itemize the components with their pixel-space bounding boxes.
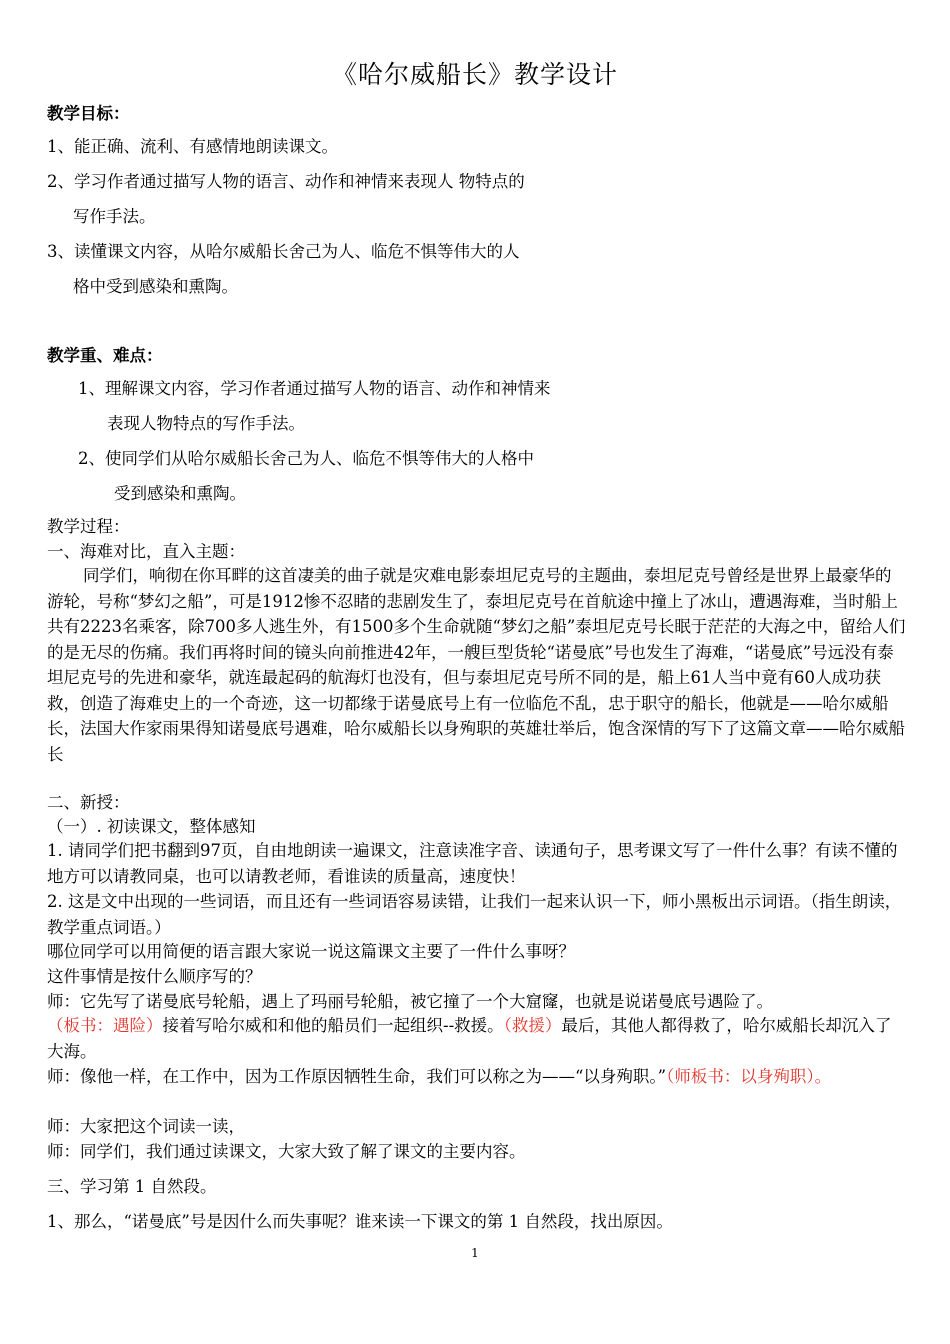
section-2-heading: 二、新授：: [47, 793, 130, 812]
document-title: 《哈尔威船长》教学设计: [331, 60, 618, 89]
board-note-sacrifice: （师板书：以身殉职）。: [666, 1067, 832, 1086]
key-points-heading: 教学重、难点：: [47, 346, 163, 365]
teacher-line-2-end: 最后，其他人都得救了，哈尔威船长却沉入了大海。: [47, 1016, 892, 1061]
key-point-item-2-cont: 受到感染和熏陶。: [114, 484, 246, 503]
process-heading: 教学过程：: [47, 517, 130, 536]
section-3-question: 1、那么，“诺曼底”号是因什么而失事呢？谁来读一下课文的第 1 自然段，找出原因。: [47, 1212, 673, 1231]
question-2: 这件事情是按什么顺序写的？: [47, 967, 262, 986]
objective-item-3: 3、读懂课文内容，从哈尔威船长舍己为人、临危不惧等伟大的人: [47, 242, 520, 261]
board-note-danger: （板书：遇险）: [47, 1016, 163, 1035]
task-paragraph-2: 2. 这是文中出现的一些词语，而且还有一些词语容易读错，让我们一起来认识一下，师小黑板出示词语。（指生朗读，教学重点词语。）: [47, 892, 902, 937]
key-point-item-2: 2、使同学们从哈尔威船长舍己为人、临危不惧等伟大的人格中: [78, 449, 534, 468]
objectives-heading: 教学目标：: [47, 104, 130, 123]
teacher-line-4: 师：大家把这个词读一读，: [47, 1117, 245, 1136]
teacher-line-5: 师：同学们，我们通过读课文，大家大致了解了课文的主要内容。: [47, 1142, 526, 1161]
teacher-line-3: [47, 1064, 907, 1090]
subsection-1-heading: （一）. 初读课文，整体感知: [47, 817, 256, 836]
objective-item-3-cont: 格中受到感染和熏陶。: [73, 277, 238, 296]
page-number: 1: [471, 1246, 479, 1260]
task-paragraph-1: 1. 请同学们把书翻到97页，自由地朗读一遍课文，注意读准字音、读通句子，思考课文写了一件什么事？有读不懂的地方可以请教同桌，也可以请教老师，看谁读的质量高，速度快！: [47, 841, 898, 886]
teacher-line-1: 师：它先写了诺曼底号轮船，遇上了玛丽号轮船，被它撞了一个大窟窿，也就是说诺曼底号遇险了。: [47, 992, 773, 1011]
board-note-rescue: （救援）: [503, 1016, 562, 1035]
objective-item-2-cont: 写作手法。: [73, 207, 156, 226]
objective-item-1: 1、能正确、流利、有感情地朗读课文。: [47, 137, 338, 156]
teacher-line-2-mid: 接着写哈尔威和和他的船员们一起组织--救援。: [162, 1016, 504, 1035]
objective-item-2: 2、学习作者通过描写人物的语言、动作和神情来表现人 物特点的: [47, 172, 525, 191]
key-point-item-1-cont: 表现人物特点的写作手法。: [107, 414, 305, 433]
intro-paragraph: 同学们，响彻在你耳畔的这首凄美的曲子就是灾难电影泰坦尼克号的主题曲，泰坦尼克号曾经是世界上最豪华的游轮，号称“梦幻之船”，可是1912惨不忍睹的悲剧发生了，泰坦尼克号在首航途中撞上了冰山，遭遇海难，当时船上共有2223名乘客，除700多人逃生外，有1500多个生命就随“梦幻之船”泰坦尼克号长眠于茫茫的大海之中，留给人们的是无尽的伤痛。我们再将时间的镜头向前推进42年，一艘巨型货轮“诺曼底”号也发生了海难，“诺曼底”号远没有泰坦尼克号的先进和豪华，就连最起码的航海灯也没有，但与泰坦尼克号所不同的是，船上61人当中竟有60人成功获救，创造了海难史上的一个奇迹，这一切都缘于诺曼底号上有一位临危不乱，忠于职守的船长，他就是——哈尔威船长，法国大作家雨果得知诺曼底号遇难，哈尔威船长以身殉职的英雄壮举后，饱含深情的写下了这篇文章——哈尔威船长: [47, 566, 906, 764]
key-point-item-1: 1、理解课文内容，学习作者通过描写人物的语言、动作和神情来: [78, 379, 551, 398]
section-3-heading: 三、学习第 1 自然段。: [47, 1177, 217, 1196]
teacher-line-3-text: 师：像他一样，在工作中，因为工作原因牺牲生命，我们可以称之为——“以身殉职。”: [47, 1067, 667, 1086]
section-1-heading: 一、海难对比，直入主题：: [47, 542, 245, 561]
teacher-line-2: [47, 1013, 907, 1064]
question-1: 哪位同学可以用简便的语言跟大家说一说这篇课文主要了一件什么事呀？: [47, 942, 575, 961]
